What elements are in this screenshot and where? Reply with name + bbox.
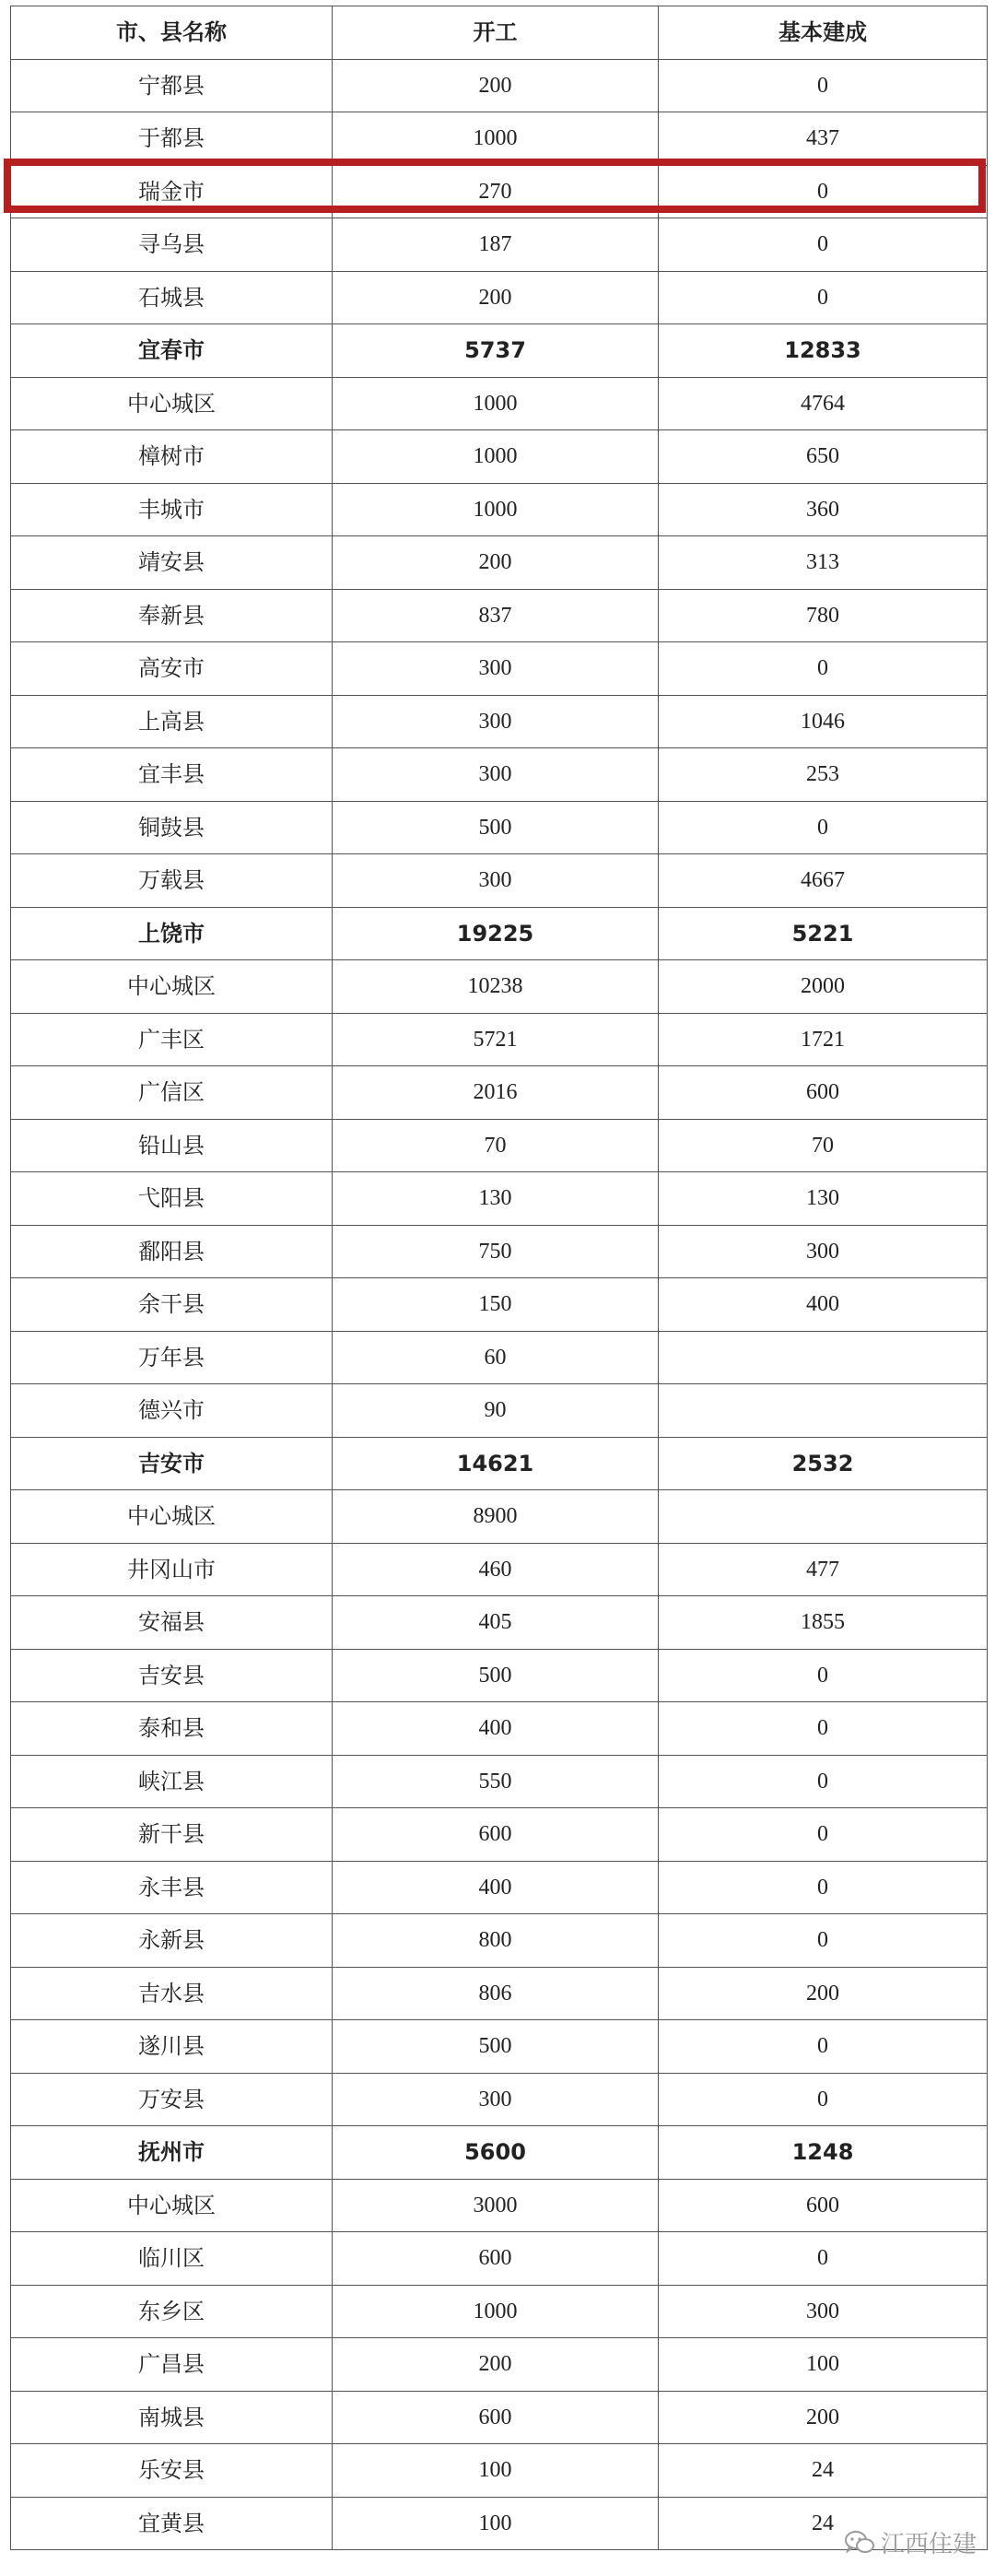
cell-name: 永丰县 <box>11 1861 333 1914</box>
table-row <box>11 1172 988 1226</box>
table-row <box>11 1755 988 1808</box>
cell-start: 100 <box>333 2497 659 2550</box>
cell-start: 600 <box>333 2232 659 2286</box>
table-row <box>11 695 988 748</box>
cell-name: 中心城区 <box>11 2179 333 2232</box>
table-row <box>11 1914 988 1968</box>
cell-done: 313 <box>659 536 988 590</box>
watermark <box>844 2525 977 2559</box>
cell-start: 400 <box>333 1702 659 1756</box>
table-row <box>11 2285 988 2338</box>
table-row <box>11 2073 988 2126</box>
cell-start: 600 <box>333 2391 659 2444</box>
cell-name: 高安市 <box>11 642 333 696</box>
cell-done <box>659 1384 988 1438</box>
cell-done: 1855 <box>659 1596 988 1650</box>
cell-start: 837 <box>333 589 659 642</box>
table-row <box>11 854 988 908</box>
cell-start: 200 <box>333 536 659 590</box>
cell-start: 200 <box>333 2338 659 2392</box>
cell-done: 650 <box>659 430 988 484</box>
cell-done: 477 <box>659 1543 988 1596</box>
cell-start: 806 <box>333 1967 659 2020</box>
cell-start: 500 <box>333 801 659 854</box>
cell-start: 1000 <box>333 483 659 536</box>
cell-start: 460 <box>333 1543 659 1596</box>
cell-start: 1000 <box>333 2285 659 2338</box>
cell-name: 万载县 <box>11 854 333 908</box>
cell-name: 广昌县 <box>11 2338 333 2392</box>
cell-done: 0 <box>659 271 988 324</box>
cell-done: 5221 <box>659 907 988 960</box>
cell-name: 广信区 <box>11 1066 333 1120</box>
cell-done: 0 <box>659 165 988 218</box>
cell-name: 吉安市 <box>11 1437 333 1490</box>
cell-done: 0 <box>659 218 988 272</box>
cell-done: 300 <box>659 2285 988 2338</box>
cell-start: 2016 <box>333 1066 659 1120</box>
cell-name: 临川区 <box>11 2232 333 2286</box>
cell-start: 60 <box>333 1331 659 1384</box>
cell-done: 0 <box>659 1808 988 1862</box>
table-row <box>11 960 988 1014</box>
table-row <box>11 1384 988 1438</box>
cell-name: 中心城区 <box>11 960 333 1014</box>
cell-name: 新干县 <box>11 1808 333 1862</box>
cell-start: 800 <box>333 1914 659 1968</box>
cell-start: 270 <box>333 165 659 218</box>
cell-done: 600 <box>659 1066 988 1120</box>
cell-name: 樟树市 <box>11 430 333 484</box>
table-row <box>11 112 988 166</box>
cell-start: 200 <box>333 59 659 112</box>
cell-start: 500 <box>333 2020 659 2074</box>
table-row <box>11 1808 988 1862</box>
cell-done: 100 <box>659 2338 988 2392</box>
table-row <box>11 748 988 802</box>
cell-name: 奉新县 <box>11 589 333 642</box>
cell-start: 1000 <box>333 377 659 430</box>
table-row <box>11 218 988 272</box>
table-row <box>11 271 988 324</box>
table-row <box>11 1543 988 1596</box>
cell-start: 187 <box>333 218 659 272</box>
cell-name: 余干县 <box>11 1278 333 1332</box>
cell-start: 550 <box>333 1755 659 1808</box>
cell-done <box>659 1331 988 1384</box>
cell-done: 24 <box>659 2444 988 2498</box>
table-row <box>11 1066 988 1120</box>
data-table-container <box>10 6 987 2550</box>
cell-name: 丰城市 <box>11 483 333 536</box>
cell-name: 中心城区 <box>11 1490 333 1544</box>
table-row <box>11 430 988 484</box>
table-body <box>11 59 988 2550</box>
cell-start: 300 <box>333 2073 659 2126</box>
cell-name: 弋阳县 <box>11 1172 333 1226</box>
table-row-summary <box>11 1437 988 1490</box>
cell-done: 0 <box>659 1914 988 1968</box>
table-row-summary <box>11 324 988 378</box>
cell-name: 宁都县 <box>11 59 333 112</box>
cell-name: 峡江县 <box>11 1755 333 1808</box>
table-row <box>11 589 988 642</box>
cell-done: 780 <box>659 589 988 642</box>
watermark-text: 江西住建 <box>880 2531 977 2558</box>
table-row-summary <box>11 907 988 960</box>
cell-start: 130 <box>333 1172 659 1226</box>
cell-start: 200 <box>333 271 659 324</box>
cell-name: 吉安县 <box>11 1649 333 1702</box>
cell-done: 70 <box>659 1119 988 1172</box>
cell-done: 1721 <box>659 1013 988 1066</box>
cell-done: 200 <box>659 1967 988 2020</box>
cell-done: 300 <box>659 1225 988 1278</box>
cell-name: 乐安县 <box>11 2444 333 2498</box>
table-row <box>11 801 988 854</box>
cell-name: 井冈山市 <box>11 1543 333 1596</box>
cell-name: 于都县 <box>11 112 333 166</box>
table-row <box>11 1013 988 1066</box>
cell-start: 300 <box>333 695 659 748</box>
table-row <box>11 483 988 536</box>
table-row <box>11 2497 988 2550</box>
table-row <box>11 1861 988 1914</box>
cell-start: 3000 <box>333 2179 659 2232</box>
cell-name: 鄱阳县 <box>11 1225 333 1278</box>
cell-start: 5600 <box>333 2126 659 2180</box>
cell-start: 5721 <box>333 1013 659 1066</box>
cell-start: 14621 <box>333 1437 659 1490</box>
cell-done: 0 <box>659 59 988 112</box>
column-header-start: 开工 <box>333 6 659 60</box>
table-row <box>11 2338 988 2392</box>
table-row <box>11 59 988 112</box>
table-row <box>11 2391 988 2444</box>
cell-done: 200 <box>659 2391 988 2444</box>
cell-done: 12833 <box>659 324 988 378</box>
cell-done: 360 <box>659 483 988 536</box>
cell-done: 2000 <box>659 960 988 1014</box>
cell-start: 300 <box>333 748 659 802</box>
cell-start: 100 <box>333 2444 659 2498</box>
cell-done: 0 <box>659 2020 988 2074</box>
cell-start: 19225 <box>333 907 659 960</box>
cell-start: 600 <box>333 1808 659 1862</box>
cell-start: 405 <box>333 1596 659 1650</box>
cell-name: 南城县 <box>11 2391 333 2444</box>
table-row <box>11 1278 988 1332</box>
table-row <box>11 1702 988 1756</box>
table-row-summary <box>11 2126 988 2180</box>
table-row <box>11 2232 988 2286</box>
header-row <box>11 6 988 60</box>
cell-name: 宜黄县 <box>11 2497 333 2550</box>
cell-done: 0 <box>659 1861 988 1914</box>
table-row <box>11 1331 988 1384</box>
table-row <box>11 1967 988 2020</box>
table-row <box>11 1596 988 1650</box>
table-row <box>11 1649 988 1702</box>
cell-name: 瑞金市 <box>11 165 333 218</box>
cell-done <box>659 1490 988 1544</box>
cell-name: 铅山县 <box>11 1119 333 1172</box>
cell-name: 遂川县 <box>11 2020 333 2074</box>
cell-name: 泰和县 <box>11 1702 333 1756</box>
cell-done: 0 <box>659 1755 988 1808</box>
table-row <box>11 1490 988 1544</box>
wechat-icon <box>844 2529 875 2557</box>
cell-name: 上高县 <box>11 695 333 748</box>
cell-done: 24 <box>659 2497 988 2550</box>
cell-done: 1248 <box>659 2126 988 2180</box>
cell-name: 宜丰县 <box>11 748 333 802</box>
cell-name: 永新县 <box>11 1914 333 1968</box>
cell-start: 500 <box>333 1649 659 1702</box>
cell-name: 广丰区 <box>11 1013 333 1066</box>
cell-done: 1046 <box>659 695 988 748</box>
cell-name: 万年县 <box>11 1331 333 1384</box>
cell-start: 750 <box>333 1225 659 1278</box>
table-row <box>11 642 988 696</box>
cell-start: 90 <box>333 1384 659 1438</box>
cell-start: 300 <box>333 642 659 696</box>
cell-start: 5737 <box>333 324 659 378</box>
cell-done: 253 <box>659 748 988 802</box>
cell-start: 150 <box>333 1278 659 1332</box>
cell-done: 0 <box>659 642 988 696</box>
cell-name: 中心城区 <box>11 377 333 430</box>
cell-name: 宜春市 <box>11 324 333 378</box>
cell-done: 0 <box>659 2073 988 2126</box>
cell-done: 2532 <box>659 1437 988 1490</box>
cell-start: 400 <box>333 1861 659 1914</box>
cell-name: 寻乌县 <box>11 218 333 272</box>
cell-start: 1000 <box>333 112 659 166</box>
cell-done: 0 <box>659 1649 988 1702</box>
column-header-done: 基本建成 <box>659 6 988 60</box>
cell-name: 铜鼓县 <box>11 801 333 854</box>
table-row <box>11 2179 988 2232</box>
column-header-name: 市、县名称 <box>11 6 333 60</box>
table-row <box>11 2020 988 2074</box>
cell-done: 130 <box>659 1172 988 1226</box>
cell-done: 0 <box>659 1702 988 1756</box>
cell-start: 300 <box>333 854 659 908</box>
cell-name: 德兴市 <box>11 1384 333 1438</box>
cell-done: 0 <box>659 801 988 854</box>
cell-done: 4764 <box>659 377 988 430</box>
cell-start: 1000 <box>333 430 659 484</box>
table-row <box>11 2444 988 2498</box>
cell-name: 石城县 <box>11 271 333 324</box>
cell-done: 437 <box>659 112 988 166</box>
cell-name: 万安县 <box>11 2073 333 2126</box>
cell-done: 600 <box>659 2179 988 2232</box>
table-row <box>11 536 988 590</box>
cell-name: 靖安县 <box>11 536 333 590</box>
cell-done: 4667 <box>659 854 988 908</box>
data-table <box>10 6 988 2550</box>
table-row <box>11 165 988 218</box>
table-row <box>11 1225 988 1278</box>
table-row <box>11 1119 988 1172</box>
cell-name: 上饶市 <box>11 907 333 960</box>
cell-name: 吉水县 <box>11 1967 333 2020</box>
table-row <box>11 377 988 430</box>
cell-name: 安福县 <box>11 1596 333 1650</box>
cell-name: 抚州市 <box>11 2126 333 2180</box>
cell-done: 400 <box>659 1278 988 1332</box>
cell-name: 东乡区 <box>11 2285 333 2338</box>
cell-start: 10238 <box>333 960 659 1014</box>
cell-start: 8900 <box>333 1490 659 1544</box>
cell-done: 0 <box>659 2232 988 2286</box>
cell-start: 70 <box>333 1119 659 1172</box>
